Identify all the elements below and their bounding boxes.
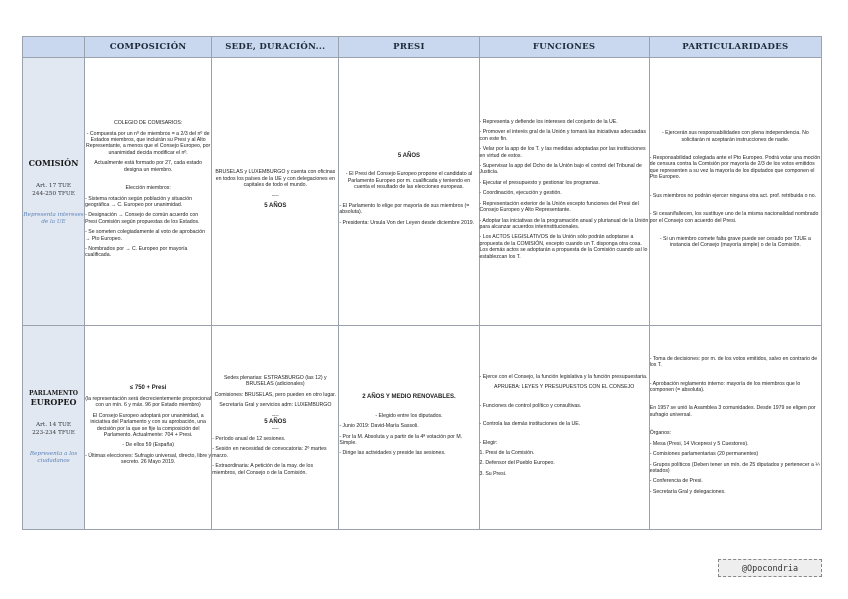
text-line: ≤ 750 + Presi [129, 385, 167, 392]
text-line: - Designación → Consejo de común acuerdo con Presi Comisión según propuestas de los Estados. [85, 212, 200, 225]
text-line: (la representación será decrecientemente proporcional con un mín. 6 y máx. 96 por Estado miembro) [85, 395, 211, 409]
text-line: - Aprobación reglamento interno: mayoría de los miembros que lo componen (= absoluta). [649, 380, 801, 394]
text-line: 5 AÑOS [397, 153, 421, 160]
text-line: Actualmente está formado por 27, cada estado designa un miembro. [94, 160, 203, 173]
text-line: - Supervisar la app del Dcho de la Unión bajo el control del Tribunal de Justicia. [479, 163, 642, 176]
text-line: - El Parlamento lo elige por mayoría de sus miembros (= absoluta). [339, 202, 470, 216]
text-line: En 1957 se unió la Asamblea 3 comunidades. Desde 1979 se eligen por sufragio universal. [649, 405, 816, 418]
cell-sede [212, 58, 339, 326]
text-line: - Representación exterior de la Unión excepto funciones del Presi del Consejo Europeo y Alto Representante. [479, 200, 639, 214]
row-represents: Representa a los ciudadanos [29, 451, 78, 464]
cell-funciones [479, 326, 649, 530]
text-line: - Mesa (Presi, 14 Vicepresi y 5 Cuestores). [649, 440, 749, 447]
cell-particularidades [649, 326, 821, 530]
text-line: - Velar por la app de los T. y las medidas adoptadas por las instituciones en virtud de estos. [479, 146, 646, 159]
text-line: 3. Su Presi. [479, 470, 507, 477]
text-line: 5 AÑOS [264, 419, 287, 426]
row-head-parlamento [23, 326, 85, 530]
text-line: - Si un miembro comete falta grave puede ser cesado por TJUE a instancia del Consejo (mayoría simple) o de la Comisión. [659, 235, 811, 249]
text-line: - Los ACTOS LEGISLATIVOS de la Unión sólo podrán adoptarse a propuesta de la COMISIÓN, excepto cuando un T. disponga otra cosa. Los demás actos se adoptarán a propuesta de la Comisión cuando así lo establezcan los T. [479, 234, 648, 260]
text-line: Sedes plenarias: ESTRASBURGO (las 12) y BRUSELAS (adicionales) [223, 375, 327, 388]
text-line: ---- [271, 412, 279, 419]
text-line: - Presidenta: Ursula Von der Leyen desde diciembre 2019. [339, 219, 475, 226]
text-line: - Nombrados por → C. Europeo por mayoría cualificada. [85, 245, 188, 259]
cell-composicion [85, 326, 212, 530]
cell-funciones [479, 58, 649, 326]
header-blank [23, 37, 85, 58]
text-line: - Responsabilidad colegiada ante el Pto Europeo. Podrá votar una moción de censura contra la Comisión por mayoría de 2/3 de los votos emitidos que representen a su vez la mayoría de los diputados que componen el Pto Europeo. [649, 155, 821, 181]
text-line: - Conferencia de Presi. [649, 478, 703, 485]
text-line: - Adoptar las iniciativas de la programación anual y plurianual de la Unión para alcanzar acuerdos interinstitucionales. [479, 217, 649, 230]
row-parlamento [23, 326, 822, 530]
text-line: 2. Defensor del Pueblo Europeo. [479, 460, 555, 467]
text-line: BRUSELAS y LUXEMBURGO y cuenta con oficinas en todos los países de la UE y con delegaciones en capitales de todo el mundo. [215, 169, 336, 189]
text-line: 1. Presi de la Comisión. [479, 449, 535, 456]
text-line: - Promover el interés gral de la Unión y tomará las iniciativas adecuadas con este fin. [479, 129, 646, 142]
text-line: - Últimas elecciones: Sufragio universal, directo, libre y secreto. 26 Mayo 2019. [85, 452, 212, 466]
text-line: - Compuesta por un nº de miembros = a 2/3 del nº de Estados miembros, que incluirán su Presi y al Alto Representante, a menos que el Consejo Europeo, por unanimidad decida modificar el nº. [85, 130, 211, 156]
header-row [23, 37, 822, 58]
text-line: - Junio 2019: David-María Sassoli. [339, 423, 419, 430]
text-line: - Ejerce con el Consejo, la función legislativa y la función presupuestaria. [479, 373, 648, 380]
text-line: - De ellos 59 (España) [122, 442, 174, 449]
header-presi: PRESI [339, 37, 479, 58]
text-line: Comisiones: BRUSELAS, pero pueden en otro lugar. [214, 391, 336, 398]
text-line: - Por la M. Absoluta y a partir de la 4ª votación por M. Simple. [339, 433, 463, 446]
text-line: ---- [271, 192, 279, 199]
text-line: - Toma de decisiones: por m. de los votos emitidos, salvo en contrario de los T. [649, 355, 818, 369]
header-particularidades: PARTICULARIDADES [649, 37, 821, 58]
row-head-comision [23, 58, 85, 326]
header-funciones: FUNCIONES [479, 37, 649, 58]
cell-particularidades [649, 58, 821, 326]
text-line: - Dirige las actividades y preside las sesiones. [339, 450, 446, 457]
text-line: - Período anual de 12 sesiones. [212, 435, 286, 442]
text-line: - Coordinación, ejecución y gestión. [479, 190, 562, 197]
text-line: - Representa y defiende los intereses del conjunto de la UE. [479, 119, 618, 126]
text-line: - Se someten colegiadamente al voto de aprobación → Pto Europeo. [85, 229, 206, 242]
watermark-badge: @Opocondria [718, 559, 822, 577]
text-line: Órganos: [649, 430, 672, 437]
text-line: - Comisiones parlamentarias (20 permanentes) [649, 451, 759, 458]
cell-composicion [85, 58, 212, 326]
row-title-big: EUROPEO [30, 397, 77, 407]
summary-table [22, 36, 822, 530]
cell-presi [339, 58, 479, 326]
row-title: PARLAMENTO [29, 390, 79, 397]
text-line: - Ejecutar el presupuesto y gestionar los programas. [479, 179, 600, 186]
text-line: - Funciones de control político y consultivas. [479, 402, 582, 409]
cell-presi [339, 326, 479, 530]
text-line: - Si cesan/fallecen, los sustituye uno de la misma nacionalidad nombrado por el Consejo con acuerdo del Presi. [649, 211, 819, 224]
row-title: COMISIÓN [28, 157, 79, 168]
text-line: - Sus miembros no podrán ejercer ninguna otra act. prof. retribuida o no. [649, 192, 817, 199]
text-line: - El Presi del Consejo Europeo propone el candidato al Parlamento Europeo por m. cualificada y teniendo en cuenta el resultado de las elecciones europeas. [345, 171, 473, 191]
header-sede: SEDE, DURACIÓN... [212, 37, 339, 58]
text-line: - Extraordinaria: A petición de la may. de los miembros, del Consejo o de la Comisión. [212, 463, 314, 476]
row-comision [23, 58, 822, 326]
text-line: COLEGIO DE COMISARIOS: [113, 120, 183, 127]
text-line: - Elegido entre los diputados. [375, 412, 443, 419]
text-line: - Elegir: [479, 439, 498, 446]
text-line: - Sesión en necesidad de convocatoria: 2º martes marzo. [212, 446, 327, 459]
header-composicion: COMPOSICIÓN [85, 37, 212, 58]
text-line: - Grupos políticos (Deben tener un mín. de 25 diputados y pertenecer a ⅐ estados) [649, 461, 821, 474]
text-line: APRUEBA: LEYES Y PRESUPUESTOS CON EL CONSEJO [494, 384, 635, 391]
text-line: Secretaría Gral y servicios adm: LUXEMBURGO [219, 402, 332, 409]
text-line: - Controla las demás instituciones de la UE. [479, 421, 581, 428]
text-line: 2 AÑOS Y MEDIO RENOVABLES. [362, 394, 456, 401]
text-line: ---- [271, 425, 279, 432]
cell-sede [212, 326, 339, 530]
text-line: Elección miembros: [125, 185, 171, 192]
row-article: Art. 17 TUE 244-250 TFUE [32, 182, 75, 197]
row-represents: Representa intereses de la UE [23, 211, 84, 225]
text-line: - Secretaría Gral y delegaciones. [649, 488, 726, 495]
text-line: - Ejercerán sus responsabilidades con plena independencia. No solicitarán ni aceptarán instrucciones de nadie. [661, 130, 809, 143]
text-line: El Consejo Europeo adoptará por unanimidad, a iniciativa del Parlamento y con su aprobación, una decisión por la que se fije la composición del Parlamento. Actualmente: 704 + Presi. [90, 412, 206, 438]
row-article: Art. 14 TUE 223-234 TFUE [32, 422, 75, 436]
text-line: 5 AÑOS [264, 203, 287, 210]
text-line: - Sistema rotación según población y situación geográfica → C. Europeo por unanimidad. [85, 195, 193, 208]
